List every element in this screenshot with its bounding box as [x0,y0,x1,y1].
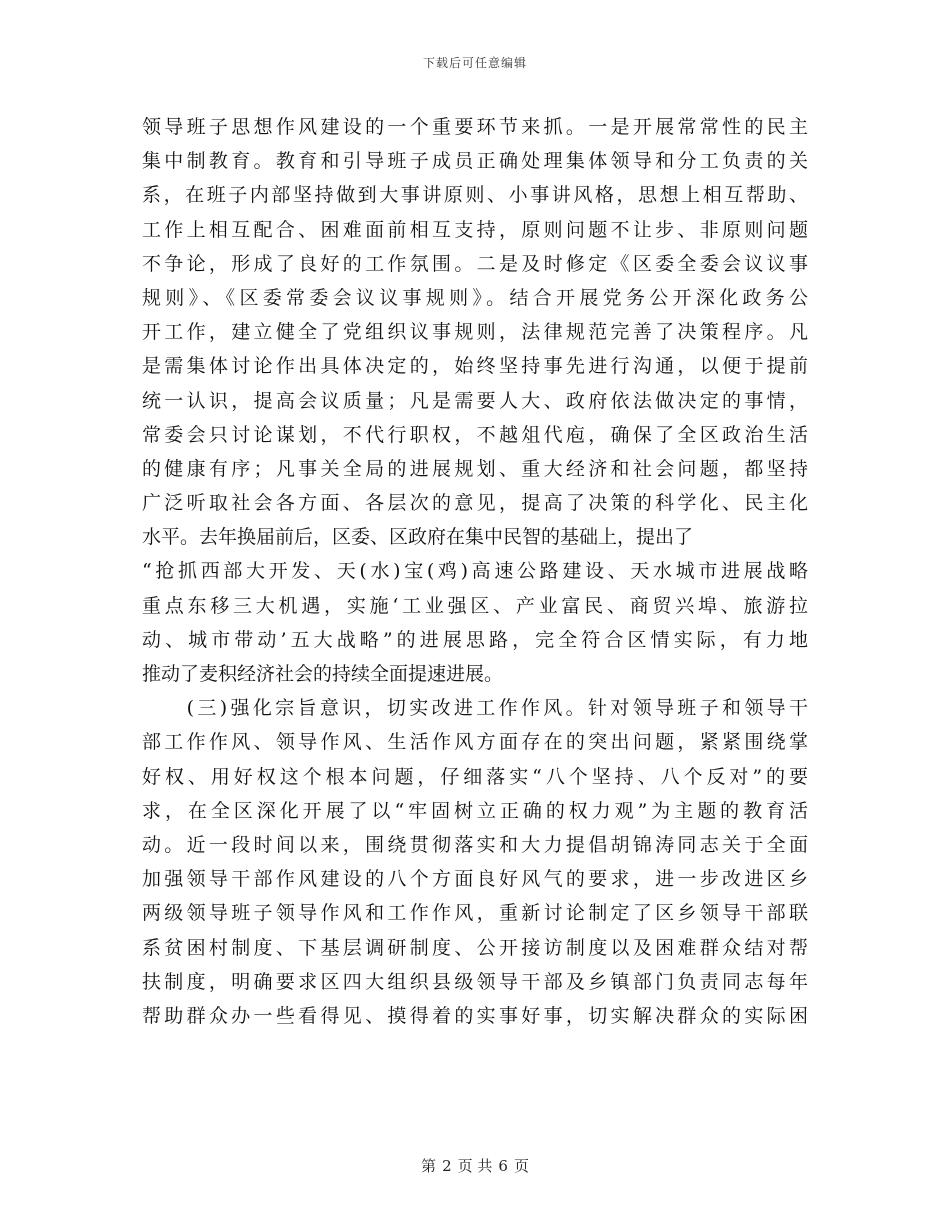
header-note: 下载后可任意编辑 [422,56,527,70]
footer-middle: 页 共 [457,1157,493,1175]
text-line: 扶制度，明确要求区四大组织县级领导干部及乡镇部门负责同志每年 [142,970,808,993]
text-line: 重点东移三大机遇，实施‘工业强区、产业富民、商贸兴埠、旅游拉 [142,594,808,617]
text-line: 领导班子思想作风建设的一个重要环节来抓。一是开展常常性的民主 [142,116,808,138]
footer-prefix: 第 [421,1157,437,1175]
text-line: 广泛听取社会各方面、各层次的意见，提高了决策的科学化、民主化 [142,492,808,515]
text-line: 集中制教育。教育和引导班子成员正确处理集体领导和分工负责的关 [142,150,808,173]
text-line: (三)强化宗旨意识，切实改进工作作风。针对领导班子和领导干 [142,697,808,720]
text-line: 动。近一段时间以来，围绕贯彻落实和大力提倡胡锦涛同志关于全面 [142,833,808,856]
text-line: 加强领导干部作风建设的八个方面良好风气的要求，进一步改进区乡 [142,868,808,891]
text-line: 工作上相互配合、困难面前相互支持，原则问题不让步、非原则问题 [142,218,808,241]
text-line: 常委会只讨论谋划，不代行职权，不越俎代庖，确保了全区政治生活 [142,423,808,446]
text-line: 好权、用好权这个根本问题，仔细落实“八个坚持、八个反对”的要 [142,765,808,788]
current-page-number: 2 [442,1157,452,1175]
text-line: 的健康有序；凡事关全局的进展规划、重大经济和社会问题，都坚持 [142,457,808,480]
footer-suffix: 页 [513,1157,529,1175]
text-line: “抢抓西部大开发、天(水)宝(鸡)高速公路建设、天水城市进展战略 [142,560,808,583]
text-line: 是需集体讨论作出具体决定的，始终坚持事先进行沟通，以便于提前 [142,355,808,378]
text-line: 系贫困村制度、下基层调研制度、公开接访制度以及困难群众结对帮 [142,936,808,959]
text-line: 帮助群众办一些看得见、摸得着的实事好事，切实解决群众的实际困 [142,1004,808,1027]
text-line: 统一认识，提高会议质量；凡是需要人大、政府依法做决定的事情， [142,389,808,412]
text-line: 求，在全区深化开展了以“牢固树立正确的权力观”为主题的教育活 [142,799,808,822]
text-line: 两级领导班子领导作风和工作作风，重新讨论制定了区乡领导干部联 [142,902,808,925]
text-line: 推动了麦积经济社会的持续全面提速进展。 [142,663,504,685]
total-pages-number: 6 [498,1157,508,1175]
page-footer [0,1155,950,1176]
text-line: 不争论，形成了良好的工作氛围。二是及时修定《区委全委会议议事 [142,252,808,275]
text-line: 规则》、《区委常委会议议事规则》。结合开展党务公开深化政务公 [142,286,808,309]
text-line: 部工作作风、领导作风、生活作风方面存在的突出问题，紧紧围绕掌 [142,731,808,754]
text-line: 动、城市带动’五大战略”的进展思路，完全符合区情实际，有力地 [142,628,808,651]
body-text [142,110,808,1033]
text-line: 水平。去年换届前后，区委、区政府在集中民智的基础上，提出了 [142,526,694,549]
text-line: 系，在班子内部坚持做到大事讲原则、小事讲风格，思想上相互帮助、 [142,184,808,207]
text-line: 开工作，建立健全了党组织议事规则，法律规范完善了决策程序。凡 [142,321,808,344]
